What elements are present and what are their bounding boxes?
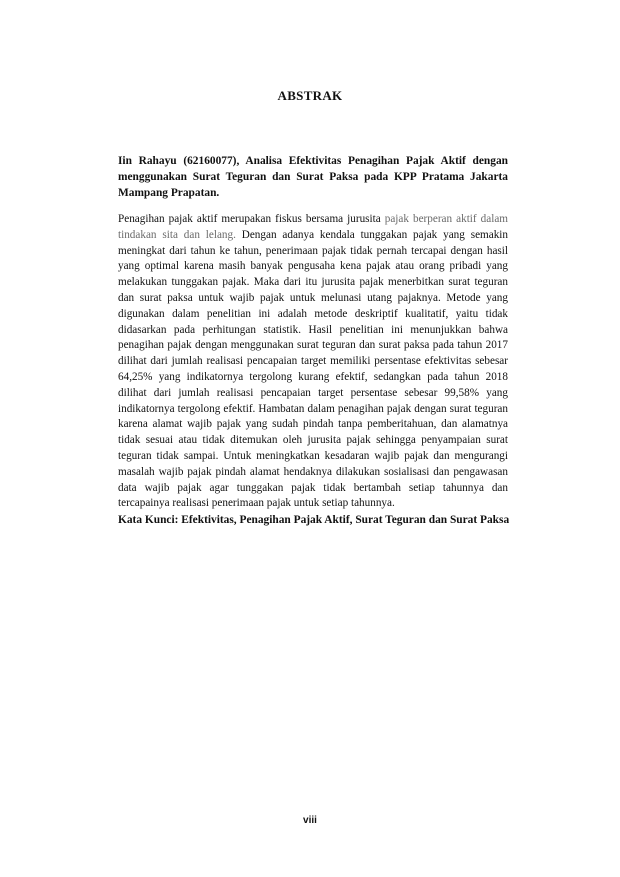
page-number: viii <box>303 815 317 826</box>
abstract-text-part2-highlight: pajak berperan aktif dalam tindakan sita dan lelang. <box>118 213 508 241</box>
abstract-text-part1: Penagihan pajak aktif merupakan fiskus bersama jurusita <box>118 213 381 225</box>
abstract-text-part3: Dengan adanya kendala tunggakan pajak yang semakin meningkat dari tahun ke tahun, penerimaan pajak tidak pernah tercapai dengan hasil yang optimal karena masih banyak pengusaha kena pajak atau orang pribadi yang melakukan tunggakan pajak. Maka dari itu jurusita pajak menerbitkan surat teguran dan surat paksa untuk wajib pajak untuk melunasi utang pajaknya. Metode yang digunakan dalam penelitian ini adalah metode deskriptif kualitatif, yaitu tidak didasarkan pada perhitungan statistik. Hasil penelitian ini menunjukkan bahwa penagihan pajak dengan menggunakan surat teguran dan surat paksa pada tahun 2017 dilihat dari jumlah realisasi pencapaian target memiliki persentase efektivitas sebesar 64,25% yang indikatornya tergolong kurang efektif, sedangkan pada tahun 2018 dilihat dari jumlah realisasi pencapaian target persentase sebesar 99,58% yang indikatornya tergolong efektif. Hambatan dalam penagihan pajak dengan surat teguran karena alamat wajib pajak yang sudah pindah tanpa pemberitahuan, dan alamatnya tidak sesuai atau tidak ditemukan oleh jurusita pajak sehingga penyampaian surat teguran tidak sampai. Untuk meningkatkan kesadaran wajib pajak dan mengurangi masalah wajib pajak pindah alamat hendaknya dilakukan sosialisasi dan pengawasan data wajib pajak agar tunggakan pajak tidak bertambah setiap tahunnya dan tercapainya realisasi penerimaan pajak untuk setiap tahunnya. <box>118 228 508 510</box>
abstract-paragraph <box>118 212 508 512</box>
author-citation: Iin Rahayu (62160077), Analisa Efektivitas Penagihan Pajak Aktif dengan menggunakan Surat Teguran dan Surat Paksa pada KPP Pratama Jakarta Mampang Prapatan. <box>118 155 508 199</box>
page-title: ABSTRAK <box>277 88 343 103</box>
keywords-line: Kata Kunci: Efektivitas, Penagihan Pajak Aktif, Surat Teguran dan Surat Paksa <box>118 514 510 526</box>
